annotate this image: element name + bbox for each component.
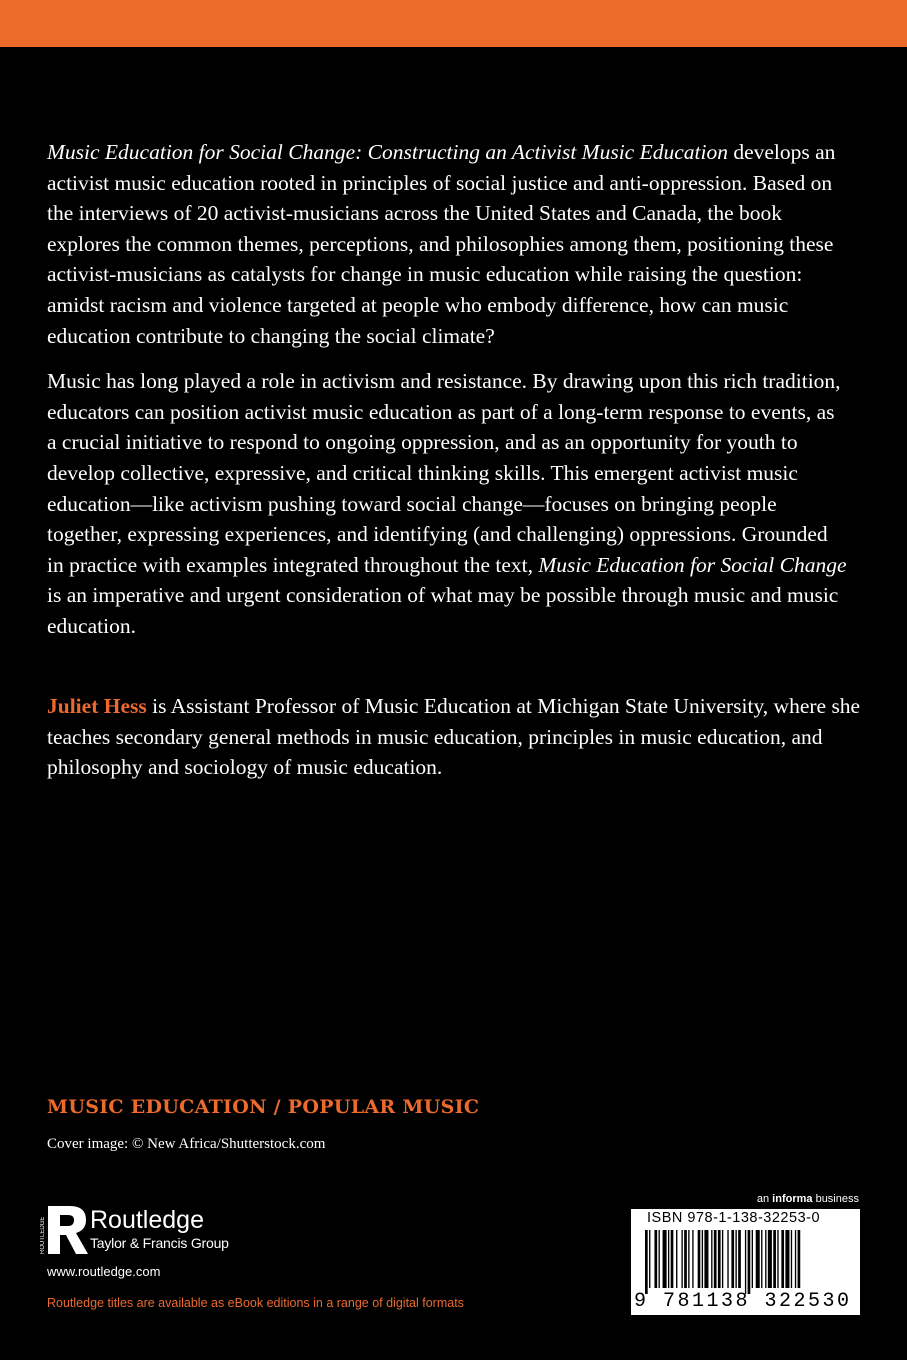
- barcode-bar: [768, 1230, 772, 1288]
- barcode-bar: [798, 1230, 801, 1288]
- barcode-bar: [777, 1230, 778, 1288]
- barcode-bar: [748, 1230, 751, 1294]
- barcode-bar: [663, 1230, 667, 1288]
- barcode-digits: 9 781138 322530: [634, 1290, 852, 1313]
- barcode-bar: [738, 1230, 741, 1288]
- barcode-bar: [714, 1230, 717, 1288]
- description-text: is an imperative and urgent consideration of what may be possible through music and music education.: [47, 583, 839, 638]
- barcode-bar: [711, 1230, 712, 1288]
- barcode-bar: [684, 1230, 687, 1288]
- barcode-bar: [727, 1230, 728, 1288]
- publisher-group: Taylor & Francis Group: [90, 1235, 229, 1251]
- isbn-label: ISBN 978-1-138-32253-0: [647, 1210, 821, 1226]
- top-accent-bar: [0, 0, 907, 47]
- author-bio-text: is Assistant Professor of Music Education at Michigan State University, where she teaches secondary general methods in music education, principles in music education, and philosophy and sociology of music education.: [47, 694, 861, 780]
- description-text: Music has long played a role in activism and resistance. By drawing upon this rich tradition, educators can position activist music education as part of a long-term response to events, as a crucial initiative to respond to ongoing oppression, and as an opportunity for youth to develop collective, expressive, and critical thinking skills. This emergent activist music education—like activism pushing toward social change—focuses on bringing people together, expressing experiences, and identifying (and challenging) oppressions. Grounded in practice with examples integrated throughout the text,: [47, 369, 841, 577]
- barcode-bar: [654, 1230, 657, 1288]
- barcode-bar: [676, 1230, 677, 1288]
- barcode-bar: [731, 1230, 734, 1288]
- barcode-bar: [671, 1230, 674, 1288]
- book-description: [47, 137, 847, 657]
- description-paragraph-1: [47, 137, 847, 351]
- barcode-bar: [735, 1230, 736, 1288]
- barcode-bar: [649, 1230, 650, 1288]
- barcode-bar: [702, 1230, 703, 1288]
- description-text: develops an activist music education rooted in principles of social justice and anti-oppression. Based on the interviews of 20 activist-musicians across the United States and Canada, the book explores the common themes, perceptions, and philosophies among them, positioning these activist-musicians as catalysts for change in music education while raising the question: amidst racism and violence targeted at people who embody difference, how can music education contribute to changing the social climate?: [47, 140, 836, 348]
- barcode-bar: [681, 1230, 682, 1288]
- barcode-bars: [631, 1230, 860, 1294]
- publisher-wordmark: [90, 1206, 229, 1252]
- cover-image-credit: Cover image: © New Africa/Shutterstock.com: [47, 1136, 326, 1152]
- author-bio: [47, 691, 867, 783]
- barcode-bar: [718, 1230, 721, 1288]
- publisher-website: www.routledge.com: [47, 1264, 161, 1279]
- logo-vertical-text: ROUTLEDGE: [40, 1216, 46, 1254]
- barcode-bar: [781, 1230, 784, 1288]
- barcode-bar: [795, 1230, 796, 1288]
- barcode-bar: [668, 1230, 669, 1288]
- book-title-italic: Music Education for Social Change: Constructing an Activist Music Education: [47, 140, 728, 164]
- barcode-bar: [698, 1230, 701, 1288]
- informa-prefix: an: [756, 1193, 773, 1205]
- ebook-note: Routledge titles are available as eBook editions in a range of digital formats: [47, 1296, 464, 1310]
- barcode-bar: [704, 1230, 708, 1288]
- book-short-title-italic: Music Education for Social Change: [538, 552, 847, 577]
- barcode-bar: [791, 1230, 792, 1288]
- publisher-name: Routledge: [90, 1206, 204, 1234]
- author-name: Juliet Hess: [47, 694, 147, 718]
- barcode-bar: [756, 1230, 760, 1288]
- barcode-bar: [765, 1230, 766, 1288]
- informa-brand: informa: [772, 1193, 813, 1205]
- description-paragraph-2: [47, 366, 847, 641]
- barcode-bar: [659, 1230, 660, 1288]
- subject-category: MUSIC EDUCATION / POPULAR MUSIC: [47, 1096, 480, 1118]
- barcode-bar: [722, 1230, 723, 1288]
- barcode-bar: [745, 1230, 746, 1294]
- informa-suffix: business: [812, 1193, 859, 1205]
- barcode-bar: [773, 1230, 776, 1288]
- barcode-bar: [752, 1230, 753, 1288]
- barcode-bar: [645, 1230, 648, 1294]
- informa-business-tag: [757, 1193, 859, 1205]
- barcode-bar: [692, 1230, 693, 1288]
- barcode-bar: [785, 1230, 789, 1288]
- barcode-bar: [688, 1230, 689, 1288]
- barcode-bar: [761, 1230, 762, 1288]
